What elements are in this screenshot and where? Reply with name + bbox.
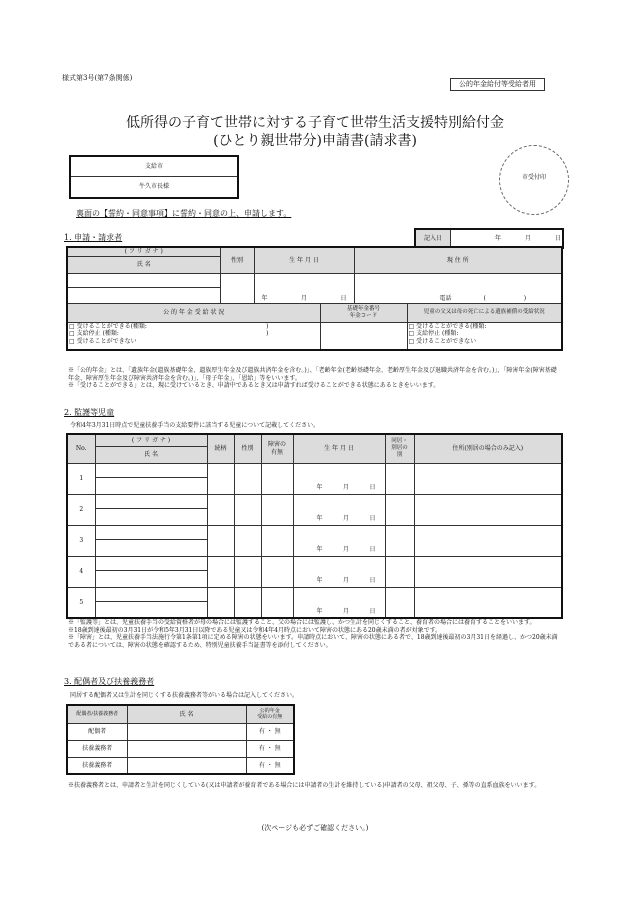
child-relation-field[interactable] — [207, 525, 234, 556]
child-gender-field[interactable] — [234, 525, 261, 556]
section3-note: ※扶養義務者とは、申請者と生計を同じくしている(又は申請者が養育者である場合には申請者の生計を維持している)申請者の父母、祖父母、子、孫等の直系血族をいいます。 — [68, 782, 541, 789]
child-birthdate-field[interactable]: 年 月 日 — [293, 463, 385, 494]
children-gender-header: 性別 — [234, 434, 261, 463]
section1-note-2: ※「受けることができる」とは、現に受けているとき、申請中であるとき又は申請すれば受けることができる状態にあるときをいいます。 — [68, 382, 440, 389]
section3-heading: 3. 配偶者及び扶養義務者 — [64, 677, 155, 686]
family-name-header: 氏 名 — [127, 705, 246, 723]
applicant-address-field[interactable]: 電話 ( ) — [354, 273, 562, 303]
payer-label: 支給市 — [71, 157, 237, 177]
entry-date-day: 日 — [555, 234, 562, 242]
child-row — [67, 525, 562, 539]
child-row-number: 1 — [67, 463, 95, 494]
children-relation-header: 続柄 — [207, 434, 234, 463]
form-number: 様式第3号(第7条関係) — [62, 74, 133, 82]
section1-heading: 1. 申請・請求者 — [64, 233, 123, 242]
child-birthdate-field[interactable]: 年 月 日 — [293, 525, 385, 556]
children-cohab-header: 同居・ 別居の 別 — [385, 434, 414, 463]
payer-value: 牛久市長様 — [138, 183, 169, 190]
footer-note: (次ページも必ずご確認ください。) — [261, 824, 369, 832]
applicant-name-field[interactable] — [67, 287, 220, 303]
section1-notes — [68, 367, 558, 390]
child-furigana-field[interactable] — [95, 556, 207, 570]
child-cohab-field[interactable] — [385, 587, 414, 618]
family-name-field[interactable] — [127, 740, 246, 757]
child-furigana-field[interactable] — [95, 463, 207, 477]
applicant-name-header: 氏 名 — [67, 256, 220, 273]
child-furigana-field[interactable] — [95, 494, 207, 508]
entry-date-year: 年 — [495, 234, 502, 242]
child-disability-field[interactable] — [261, 556, 293, 587]
applicant-birthdate-header: 生 年 月 日 — [254, 247, 354, 273]
child-name-field[interactable] — [95, 539, 207, 556]
applicant-table — [66, 246, 563, 351]
child-gender-field[interactable] — [234, 587, 261, 618]
family-role: 扶養義務者 — [67, 757, 127, 774]
children-furigana-header: ( フ リ ガ ナ ) — [95, 434, 207, 446]
child-birthdate-field[interactable]: 年 月 日 — [293, 587, 385, 618]
family-pension-choice[interactable]: 有 ・ 無 — [246, 757, 294, 774]
family-name-field[interactable] — [127, 757, 246, 774]
child-address-field[interactable] — [414, 525, 562, 556]
children-birthdate-header: 生 年 月 日 — [293, 434, 385, 463]
child-cohab-field[interactable] — [385, 556, 414, 587]
applicant-furigana-field[interactable] — [67, 273, 220, 287]
child-address-field[interactable] — [414, 587, 562, 618]
child-cohab-field[interactable] — [385, 525, 414, 556]
child-relation-field[interactable] — [207, 494, 234, 525]
section2-heading: 2. 監護等児童 — [64, 408, 115, 417]
entry-date-month: 月 — [525, 234, 532, 242]
child-gender-field[interactable] — [234, 494, 261, 525]
family-pension-header: 公的年金 受給の有無 — [246, 705, 294, 723]
family-role-header: 配偶者/扶養義務者 — [67, 705, 127, 723]
title-line-2: (ひとり親世帯分)申請書(請求書) — [213, 133, 417, 149]
section1-note-1: ※「公的年金」とは、「遺族年金(遺族基礎年金、遺族厚生年金及び遺族共済年金を含む。)」、「老齢年金(老齢基礎年金、老齢厚生年金及び退職共済年金を含む。)」、「障害年金(障害基礎年金、障害厚生年金及び障害共済年金を含む。)」、「母子年金」、「恩給」等をいいます。 — [68, 367, 557, 382]
child-disability-field[interactable] — [261, 494, 293, 525]
survivor-option-3: □ 受けることができない — [408, 337, 477, 345]
child-row — [67, 494, 562, 508]
applicant-gender-field[interactable] — [220, 273, 254, 303]
section2-intro: 令和4年3月31日時点で児童扶養手当の支給要件に該当する児童について記載してください。 — [70, 422, 320, 429]
applicant-birthdate-field[interactable]: 年 月 日 — [254, 273, 354, 303]
child-name-field[interactable] — [95, 601, 207, 618]
form-tag: 公的年金給付等受給者用 — [450, 78, 545, 91]
children-name-header: 氏 名 — [95, 446, 207, 463]
children-table — [66, 433, 563, 619]
child-furigana-field[interactable] — [95, 587, 207, 601]
pension-option-3: □ 受けることができない — [69, 337, 137, 345]
applicant-furigana-header: ( フ リ ガ ナ ) — [67, 247, 220, 256]
survivor-options[interactable] — [407, 322, 562, 350]
survivor-option-1: □ 受けることができる(種類: — [408, 322, 487, 330]
child-row-number: 2 — [67, 494, 95, 525]
applicant-address-header: 現 住 所 — [354, 247, 562, 273]
family-name-field[interactable] — [127, 723, 246, 740]
stamp-label: 市受付印 — [521, 174, 546, 181]
child-gender-field[interactable] — [234, 463, 261, 494]
children-no-header: No. — [67, 434, 95, 463]
child-address-field[interactable] — [414, 556, 562, 587]
child-relation-field[interactable] — [207, 587, 234, 618]
basic-pension-code-header: 基礎年金番号 年金コード — [320, 303, 407, 322]
children-address-header: 住所(別居の場合のみ記入) — [414, 434, 562, 463]
applicant-gender-header: 性別 — [220, 247, 254, 273]
section3-intro: 同居する配偶者又は生計を同じくする扶養義務者等がいる場合は記入してください。 — [70, 692, 299, 699]
survivor-status-header: 児童の父又は母の死亡による遺族補償の受給状況 — [407, 303, 562, 322]
child-row — [67, 556, 562, 570]
child-disability-field[interactable] — [261, 525, 293, 556]
child-row-number: 4 — [67, 556, 95, 587]
child-cohab-field[interactable] — [385, 494, 414, 525]
pension-status-header: 公 的 年 金 受 給 状 況 — [67, 303, 320, 322]
section2-note-3: ※「障害」とは、児童扶養手当法施行令第1条第1項に定める障害の状態をいいます。申請時点において、障害の状態にある者で、18歳到達後最初の3月31日を経過し、かつ20歳未満である者については、障害の状態を確認するため、特別児童扶養手当証書等を添付してください。 — [68, 634, 558, 649]
pledge-note: 裏面の【誓約・同意事項】に誓約・同意の上、申請します。 — [76, 209, 292, 218]
payer-box — [69, 155, 239, 199]
section2-notes — [68, 619, 563, 649]
survivor-option-2: □ 支給停止 (種類: — [408, 330, 459, 337]
family-pension-choice[interactable]: 有 ・ 無 — [246, 723, 294, 740]
family-role: 配偶者 — [67, 723, 127, 740]
children-disability-header: 障害の 有無 — [261, 434, 293, 463]
family-row — [67, 757, 294, 774]
child-relation-field[interactable] — [207, 556, 234, 587]
pension-option-2: □ 支給停止 (種類: ) — [69, 330, 269, 337]
child-name-field[interactable] — [95, 508, 207, 525]
child-furigana-field[interactable] — [95, 525, 207, 539]
reception-stamp-area — [499, 145, 569, 215]
child-row-number: 3 — [67, 525, 95, 556]
family-table — [66, 704, 295, 775]
child-row-number: 5 — [67, 587, 95, 618]
basic-pension-code-field[interactable] — [320, 322, 407, 350]
family-pension-choice[interactable]: 有 ・ 無 — [246, 740, 294, 757]
section2-note-2: ※18歳到達後最初の3月31日が令和5年3月31日以降である児童又は令和4年4月時点において障害の状態にある20歳未満の者が対象です。 — [68, 626, 442, 634]
phone-label: 電話 — [439, 295, 452, 302]
child-disability-field[interactable] — [261, 463, 293, 494]
family-row — [67, 723, 294, 740]
entry-date-label: 記入日 — [416, 230, 451, 247]
child-birthdate-field[interactable]: 年 月 日 — [293, 556, 385, 587]
title-line-1: 低所得の子育て世帯に対する子育て世帯生活支援特別給付金 — [126, 115, 504, 131]
child-address-field[interactable] — [414, 463, 562, 494]
child-name-field[interactable] — [95, 570, 207, 587]
child-gender-field[interactable] — [234, 556, 261, 587]
child-birthdate-field[interactable]: 年 月 日 — [293, 494, 385, 525]
family-role: 扶養義務者 — [67, 740, 127, 757]
child-relation-field[interactable] — [207, 463, 234, 494]
child-disability-field[interactable] — [261, 587, 293, 618]
child-row — [67, 463, 562, 477]
child-row — [67, 587, 562, 601]
child-cohab-field[interactable] — [385, 463, 414, 494]
child-name-field[interactable] — [95, 477, 207, 494]
section2-note-1: ※「監護等」とは、児童扶養手当の受給資格者が母の場合には監護すること、父の場合には監護し、かつ生計を同じくすること、養育者の場合には養育することをいいます。 — [68, 619, 536, 626]
child-address-field[interactable] — [414, 494, 562, 525]
pension-options[interactable] — [67, 322, 320, 350]
pension-option-1: □ 受けることができる(種類: ) — [69, 322, 269, 330]
family-row — [67, 740, 294, 757]
